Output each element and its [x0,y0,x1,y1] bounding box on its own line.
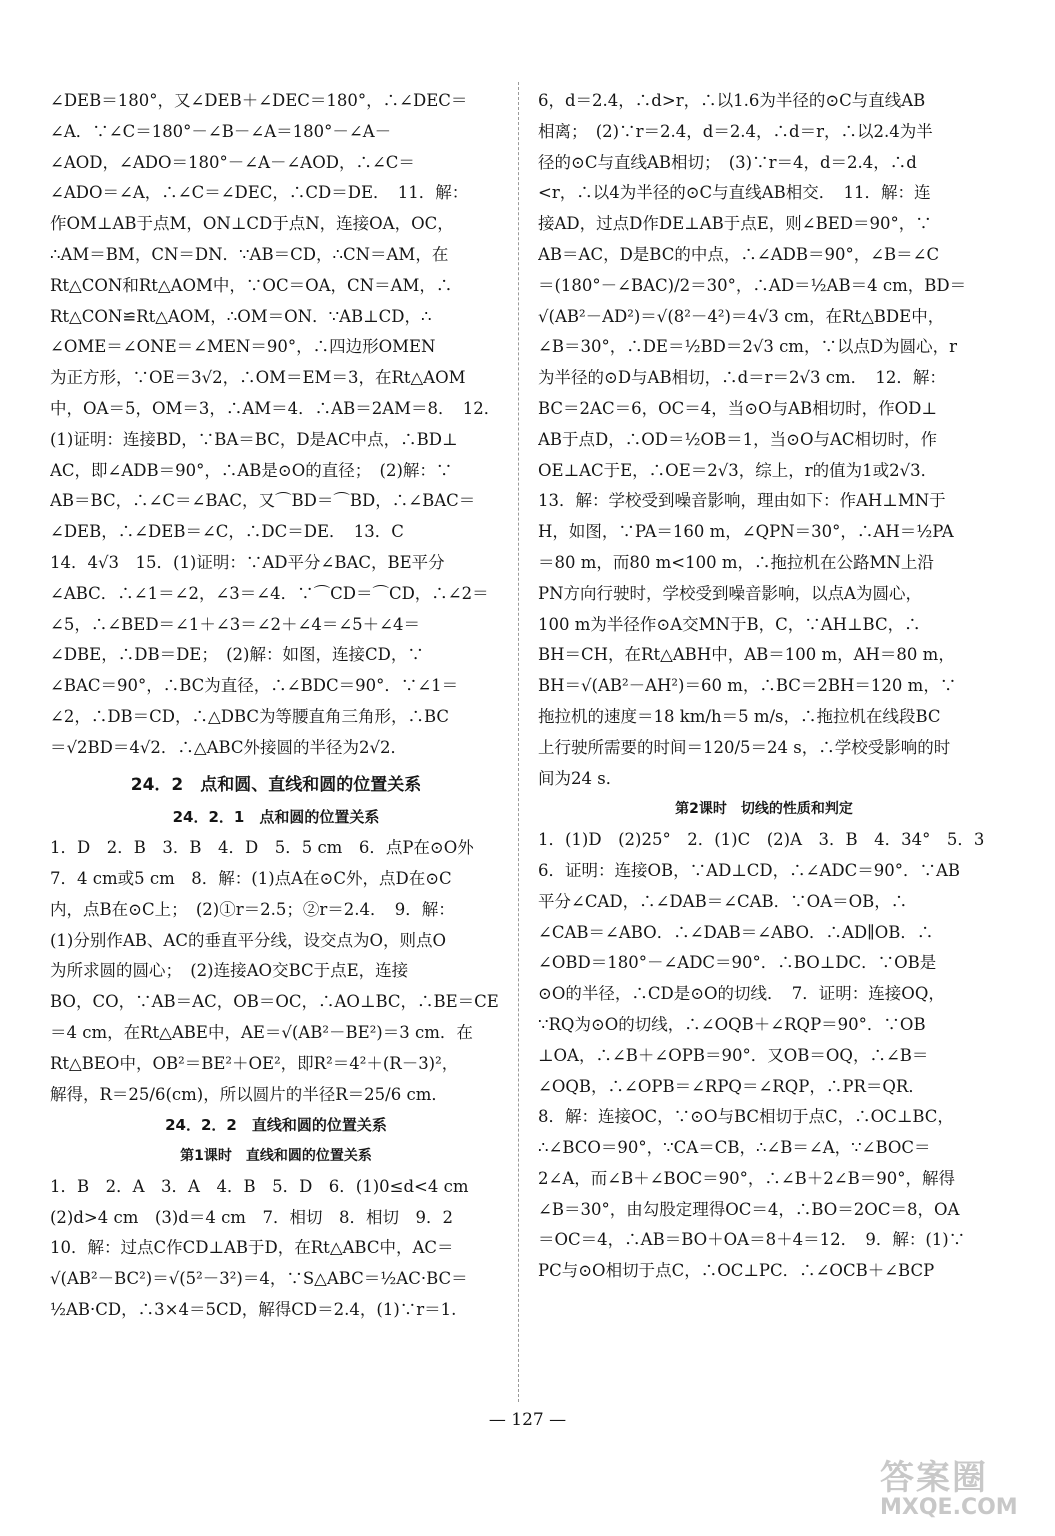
text-line: 上行驶所需要的时间＝120/5＝24 s，∴学校受影响的时 [538,737,951,757]
text-line: 平分∠CAD，∴∠DAB＝∠CAB．∵OA＝OB，∴ [538,891,908,911]
right-column-body-b [538,825,990,1287]
text-line: Rt△CON和Rt△AOM中，∵OC＝OA，CN＝AM，∴ [50,275,453,295]
text-line: 1．D 2．B 3．B 4．D 5．5 cm 6．点P在⊙O外 [50,838,474,858]
section-24-2-1-body [50,833,502,1110]
text-line: √(AB²－AD²)＝√(8²－4²)＝4√3 cm，在Rt△BDE中， [538,306,945,326]
column-divider [518,82,519,1402]
text-line: (1)证明：连接BD，∵BA＝BC，D是AC中点，∴BD⊥ [50,429,458,449]
section-24-2-2-title: 24．2．2 直线和圆的位置关系 [165,1116,387,1135]
text-line: Rt△CON≌Rt△AOM，∴OM＝ON．∵AB⊥CD，∴ [50,306,432,326]
text-line: ½AB·CD，∴3×4＝5CD，解得CD＝2.4，(1)∵r＝1. [50,1300,457,1320]
lesson-1-body [50,1172,502,1326]
text-line: ＝4 cm，在Rt△ABE中，AE＝√(AB²－BE²)＝3 cm．在 [50,1022,473,1042]
text-line: 6．证明：连接OB，∵AD⊥CD，∴∠ADC＝90°．∵AB [538,860,961,880]
text-line: ＝(180°－∠BAC)/2＝30°，∴AD＝½AB＝4 cm，BD＝ [538,275,967,295]
text-line: 14．4√3 15．(1)证明：∵AD平分∠BAC，BE平分 [50,552,445,572]
text-line: ∠A．∵∠C＝180°－∠B－∠A＝180°－∠A－ [50,121,392,141]
text-line: ∠5，∴∠BED＝∠1＋∠3＝∠2＋∠4＝∠5＋∠4＝ [50,614,420,634]
text-line: 间为24 s． [538,768,623,788]
text-line: ∵RQ为⊙O的切线，∴∠OQB＋∠RQP＝90°．∵OB [538,1014,926,1034]
text-line: 径的⊙C与直线AB相切； (3)∵r＝4，d＝2.4，∴d [538,152,917,172]
text-line: ∠OME＝∠ONE＝∠MEN＝90°，∴四边形OMEN [50,337,436,357]
text-line: ∠DEB，∴∠DEB＝∠C，∴DC＝DE． 13．C [50,522,404,542]
text-line: BO，CO，∵AB＝AC，OB＝OC，∴AO⊥BC，∴BE＝CE [50,992,499,1012]
text-line: 解得，R＝25/6(cm)，所以圆片的半径R＝25/6 cm． [50,1084,448,1104]
text-line: AC，即∠ADB＝90°，∴AB是⊙O的直径； (2)解：∵ [50,460,453,480]
text-line: ∠B＝30°，∴DE＝½BD＝2√3 cm，∵以点D为圆心，r [538,337,958,357]
text-line: ∴AM＝BM，CN＝DN．∵AB＝CD，∴CN＝AM，在 [50,244,449,264]
right-column [538,86,990,1287]
text-line: PC与⊙O相切于点C，∴OC⊥PC．∴∠OCB＋∠BCP [538,1261,935,1281]
page-number: — 127 — [488,1410,567,1430]
text-line: 13．解：学校受到噪音影响，理由如下：作AH⊥MN于 [538,491,946,511]
text-line: ＝OC＝4，∴AB＝BO＋OA＝8＋4＝12． 9．解：(1)∵ [538,1230,966,1250]
text-line: 为半径的⊙D与AB相切，∴d＝r＝2√3 cm． 12．解： [538,368,946,388]
text-line: 7．4 cm或5 cm 8．解：(1)点A在⊙C外，点D在⊙C [50,868,452,888]
lesson-1-title: 第1课时 直线和圆的位置关系 [180,1148,372,1165]
text-line: H，如图，∵PA＝160 m，∠QPN＝30°，∴AH＝½PA [538,522,954,542]
text-line: AB于点D，∴OD＝½OB＝1，当⊙O与AC相切时，作 [538,429,938,449]
text-line: PN方向行驶时，学校受到噪音影响，以点A为圆心， [538,583,922,603]
watermark-url: MXQE.COM [880,1495,1018,1520]
left-column [50,86,502,1326]
text-line: ∠ADO＝∠A，∴∠C＝∠DEC，∴CD＝DE． 11．解： [50,183,469,203]
text-line: 1．B 2．A 3．A 4．B 5．D 6．(1)0≤d<4 cm [50,1176,469,1196]
text-line: 8．解：连接OC，∵⊙O与BC相切于点C，∴OC⊥BC， [538,1107,954,1127]
text-line: AB＝AC，D是BC的中点，∴∠ADB＝90°，∠B＝∠C [538,244,940,264]
watermark-logo [880,1450,1045,1530]
text-line: ⊥OA，∴∠B＋∠OPB＝90°．又OB＝OQ，∴∠B＝ [538,1045,929,1065]
text-line: ∠DEB＝180°，又∠DEB＋∠DEC＝180°，∴∠DEC＝ [50,91,468,110]
watermark-chars: 答案圈 [880,1458,988,1498]
text-line: 接AD，过点D作DE⊥AB于点E，则∠BED＝90°，∵ [538,214,932,234]
text-line: ∠2，∴DB＝CD，∴△DBC为等腰直角三角形，∴BC [50,706,450,726]
text-line: BH＝CH，在Rt△ABH中，AB＝100 m，AH＝80 m， [538,645,955,665]
text-line: 中，OA＝5，OM＝3，∴AM＝4．∴AB＝2AM＝8． 12． [50,398,501,418]
text-line: BH＝√(AB²－AH²)＝60 m，∴BC＝2BH＝120 m，∵ [538,676,957,696]
text-line: <r，∴以4为半径的⊙C与直线AB相交． 11．解：连 [538,183,931,203]
text-line: ＝√2BD＝4√2．∴△ABC外接圆的半径为2√2． [50,737,408,757]
section-24-2-title: 24．2 点和圆、直线和圆的位置关系 [130,774,422,795]
text-line: BC＝2AC＝6，OC＝4，当⊙O与AB相切时，作OD⊥ [538,398,937,418]
text-line: ∠OBD＝180°－∠ADC＝90°．∴BO⊥DC．∵OB是 [538,953,937,973]
text-line: ∠AOD，∠ADO＝180°－∠A－∠AOD，∴∠C＝ [50,152,415,172]
text-line: ∠B＝30°，由勾股定理得OC＝4，∴BO＝2OC＝8，OA [538,1199,960,1219]
text-line: 10．解：过点C作CD⊥AB于D，在Rt△ABC中，AC＝ [50,1238,454,1258]
text-line: ∴∠BCO＝90°，∵CA＝CB，∴∠B＝∠A，∵∠BOC＝ [538,1138,931,1158]
text-line: ∠BAC＝90°，∴BC为直径，∴∠BDC＝90°．∵∠1＝ [50,676,459,696]
text-line: (2)d>4 cm (3)d＝4 cm 7．相切 8．相切 9．2 [50,1207,453,1227]
text-line: OE⊥AC于E，∴OE＝2√3，综上，r的值为1或2√3． [538,460,938,480]
text-line: Rt△BEO中，OB²＝BE²＋OE²，即R²＝4²＋(R－3)²， [50,1053,459,1073]
text-line: ∠ABC．∴∠1＝∠2，∠3＝∠4．∵⌒CD＝⌒CD，∴∠2＝ [50,583,489,603]
text-line: 为所求圆的圆心； (2)连接AO交BC于点E，连接 [50,961,409,981]
text-line: ∠DBE，∴DB＝DE； (2)解：如图，连接CD，∵ [50,645,424,665]
text-line: 作OM⊥AB于点M，ON⊥CD于点N，连接OA，OC， [50,214,454,234]
text-line: 100 m为半径作⊙A交MN于B，C，∵AH⊥BC，∴ [538,614,921,634]
lesson-2-title: 第2课时 切线的性质和判定 [675,801,853,818]
text-line: AB＝BC，∴∠C＝∠BAC，又⌒BD＝⌒BD，∴∠BAC＝ [50,491,476,511]
text-line: ∠CAB＝∠ABO．∴∠DAB＝∠ABO．∴AD∥OB．∴ [538,922,934,942]
text-line: 1．(1)D (2)25° 2．(1)C (2)A 3．B 4．34° 5．3 [538,830,985,850]
text-line: √(AB²－BC²)＝√(5²－3²)＝4，∵S△ABC＝½AC·BC＝ [50,1269,468,1289]
text-line: (1)分别作AB、AC的垂直平分线，设交点为O，则点O [50,930,447,950]
right-column-body-a [538,86,990,794]
text-line: 拖拉机的速度＝18 km/h＝5 m/s，∴拖拉机在线段BC [538,706,941,726]
text-line: 相离； (2)∵r＝2.4，d＝2.4，∴d＝r，∴以2.4为半 [538,121,933,141]
text-line: ∠OQB，∴∠OPB＝∠RPQ＝∠RQP，∴PR＝QR． [538,1076,925,1096]
section-24-2-1-title: 24．2．1 点和圆的位置关系 [172,808,380,827]
text-line: 为正方形，∵OE＝3√2，∴OM＝EM＝3，在Rt△AOM [50,368,466,388]
text-line: 内，点B在⊙C上； (2)①r＝2.5；②r＝2.4． 9．解： [50,899,455,919]
left-column-body [50,86,502,764]
text-line: 6，d＝2.4，∴d>r，∴以1.6为半径的⊙C与直线AB [538,91,926,110]
text-line: 2∠A，而∠B＋∠BOC＝90°，∴∠B＋2∠B＝90°，解得 [538,1168,955,1188]
text-line: ⊙O的半径，∴CD是⊙O的切线． 7．证明：连接OQ， [538,984,945,1004]
text-line: ＝80 m，而80 m<100 m，∴拖拉机在公路MN上沿 [538,552,934,572]
